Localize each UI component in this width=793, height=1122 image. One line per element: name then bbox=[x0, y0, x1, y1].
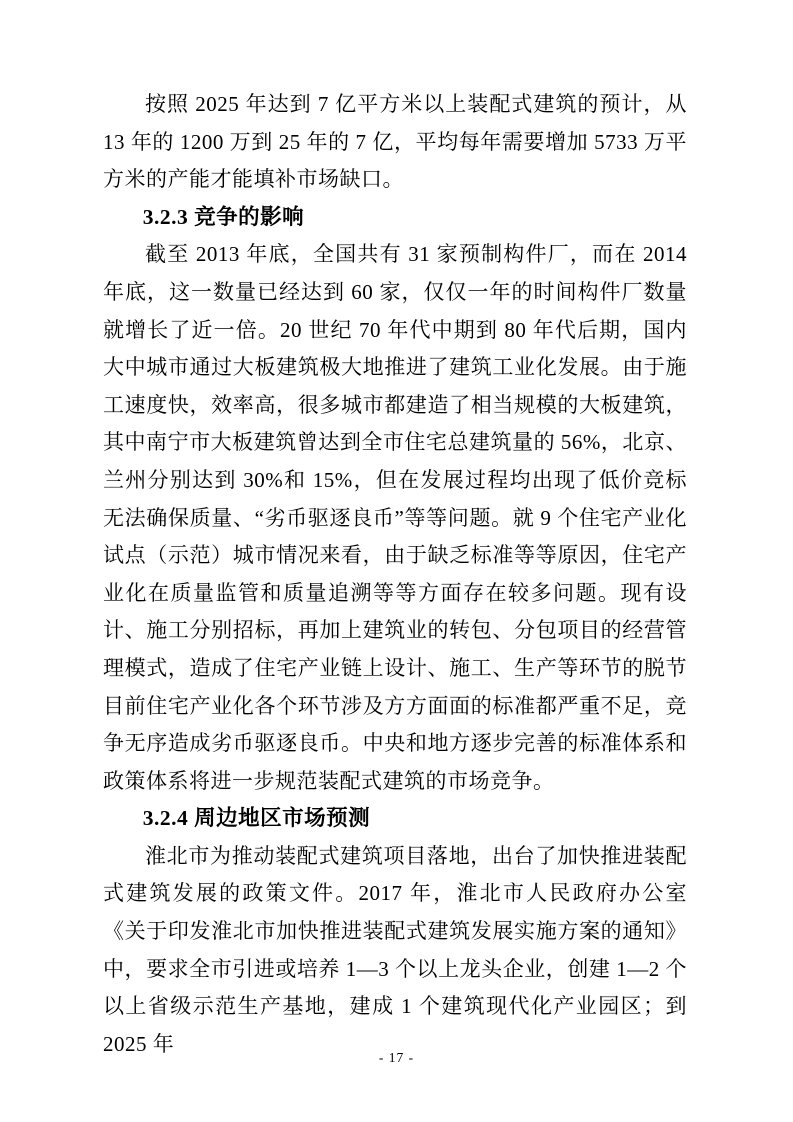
paragraph-regional-forecast: 淮北市为推动装配式建筑项目落地，出台了加快推进装配式建筑发展的政策文件。2017 年，淮北市人民政府办公室《关于印发淮北市加快推进装配式建筑发展实施方案的通知》中，要求全市引进或培养 1—3 个以上龙头企业，创建 1—2 个以上省级示范生产基地，建成 1 个建筑现代化产业园区；到 2025 年 bbox=[103, 843, 687, 1056]
page-number: - 17 - bbox=[378, 1050, 415, 1065]
paragraph-competition-impact: 截至 2013 年底，全国共有 31 家预制构件厂，而在 2014 年底，这一数量已经达到 60 家，仅仅一年的时间构件厂数量就增长了近一倍。20 世纪 70 年代中期到 80 年代后期，国内大中城市通过大板建筑极大地推进了建筑工业化发展。由于施工速度快，效率高，很多城市都建造了相当规模的大板建筑，其中南宁市大板建筑曾达到全市住宅总建筑量的 56%，北京、兰州分别达到 30%和 15%，但在发展过程均出现了低价竞标无法确保质量、“劣币驱逐良币”等等问题。就 9 个住宅产业化试点（示范）城市情况来看，由于缺乏标准等等原因，住宅产业化在质量监管和质量追溯等等方面存在较多问题。现有设计、施工分别招标，再加上建筑业的转包、分包项目的经营管理模式，造成了住宅产业链上设计、施工、生产等环节的脱节目前住宅产业化各个环节涉及方方面面的标准都严重不足，竞争无序造成劣币驱逐良币。中央和地方逐步完善的标准体系和政策体系将进一步规范装配式建筑的市场竞争。 bbox=[103, 242, 687, 793]
document-body bbox=[103, 86, 687, 1063]
section-heading-3-2-4: 3.2.4 周边地区市场预测 bbox=[142, 806, 371, 831]
paragraph-market-gap: 按照 2025 年达到 7 亿平方米以上装配式建筑的预计，从 13 年的 1200 万到 25 年的 7 亿，平均每年需要增加 5733 万平方米的产能才能填补市场缺口。 bbox=[103, 92, 687, 192]
section-heading-3-2-3: 3.2.3 竞争的影响 bbox=[142, 204, 305, 229]
